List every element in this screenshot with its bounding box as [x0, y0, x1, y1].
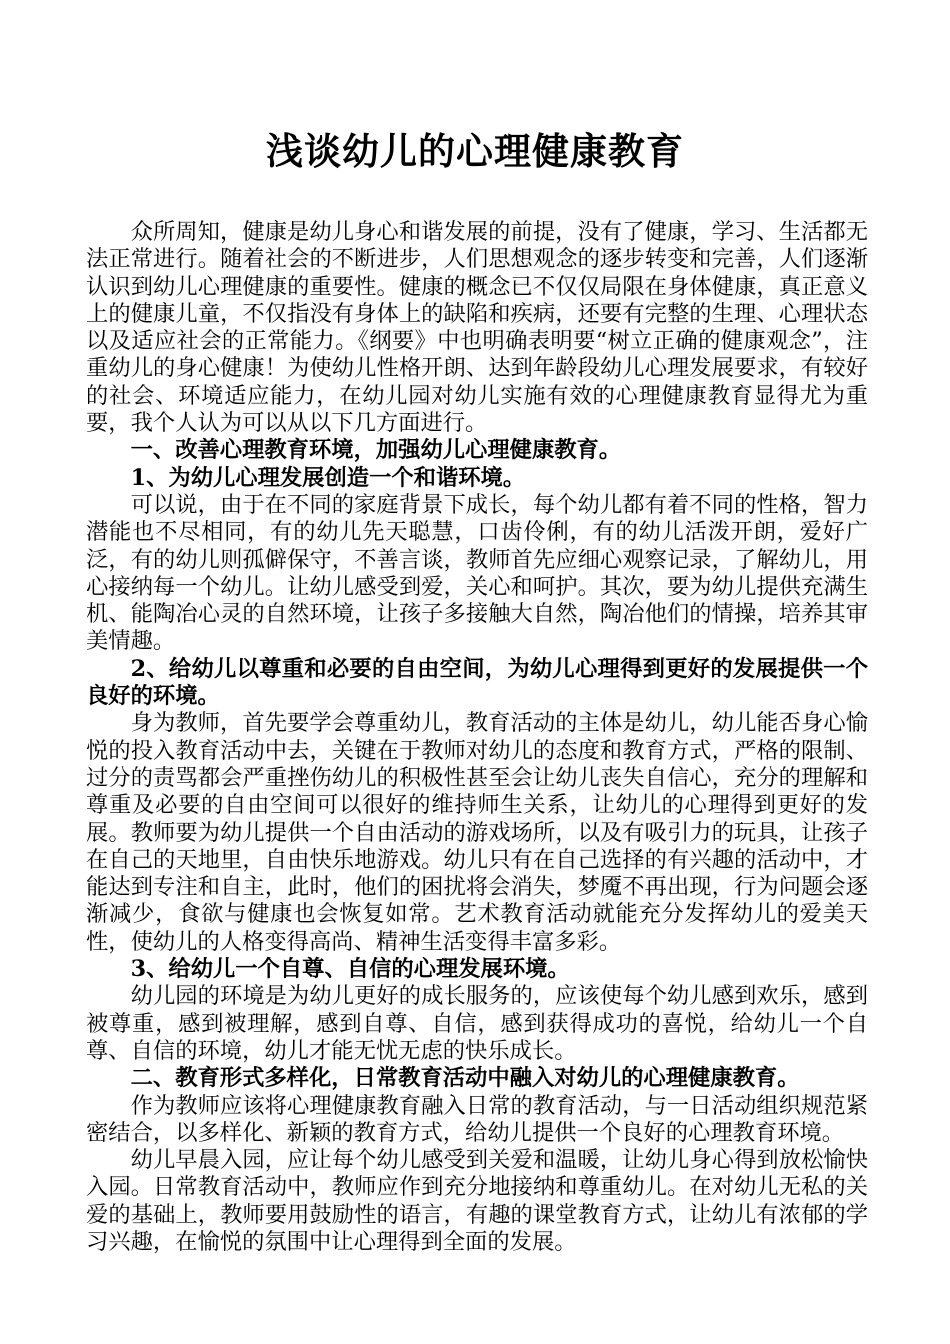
subsection-heading-1-2: 2、给幼儿以尊重和必要的自由空间，为幼儿心理得到更好的发展提供一个良好的环境。 — [86, 655, 868, 710]
body-paragraph: 作为教师应该将心理健康教育融入日常的教育活动，与一日活动组织规范紧密结合，以多样化、新颖的教育方式，给幼儿提供一个良好的心理教育环境。 — [86, 1092, 868, 1146]
section-heading-2: 二、教育形式多样化，日常教育活动中融入对幼儿的心理健康教育。 — [130, 1065, 800, 1092]
intro-paragraph: 众所周知，健康是幼儿身心和谐发展的前提，没有了健康，学习、生活都无法正常进行。随着社会的不断进步，人们思想观念的逐步转变和完善，人们逐渐认识到幼儿心理健康的重要性。健康的概念已不仅仅局限在身体健康，真正意义上的健康儿童，不仅指没有身体上的缺陷和疾病，还要有完整的生理、心理状态以及适应社会的正常能力。《纲要》中也明确表明要“树立正确的健康观念”，注重幼儿的身心健康！为使幼儿性格开朗、达到年龄段幼儿心理发展要求，有较好的社会、环境适应能力，在幼儿园对幼儿实施有效的心理健康教育显得尤为重要，我个人认为可以从以下几方面进行。 — [86, 219, 868, 437]
document-body — [86, 219, 868, 1256]
body-paragraph: 可以说，由于在不同的家庭背景下成长，每个幼儿都有着不同的性格，智力潜能也不尽相同，有的幼儿先天聪慧，口齿伶俐，有的幼儿活泼开朗，爱好广泛，有的幼儿则孤僻保守，不善言谈，教师首先应细心观察记录，了解幼儿，用心接纳每一个幼儿。让幼儿感受到爱，关心和呵护。其次，要为幼儿提供充满生机、能陶冶心灵的自然环境，让孩子多接触大自然，陶冶他们的情操，培养其审美情趣。 — [86, 491, 868, 655]
subsection-heading-1-1: 1、为幼儿心理发展创造一个和谐环境。 — [130, 464, 526, 491]
document-title: 浅谈幼儿的心理健康教育 — [266, 129, 684, 173]
body-paragraph: 幼儿早晨入园，应让每个幼儿感受到关爱和温暖，让幼儿身心得到放松愉快入园。日常教育活动中，教师应作到充分地接纳和尊重幼儿。在对幼儿无私的关爱的基础上，教师要用鼓励性的语言，有趣的课堂教育方式，让幼儿有浓郁的学习兴趣，在愉悦的氛围中让心理得到全面的发展。 — [86, 1147, 868, 1255]
section-heading-1: 一、改善心理教育环境，加强幼儿心理健康教育。 — [130, 437, 622, 464]
body-paragraph: 身为教师，首先要学会尊重幼儿，教育活动的主体是幼儿，幼儿能否身心愉悦的投入教育活动中去，关键在于教师对幼儿的态度和教育方式，严格的限制、过分的责骂都会严重挫伤幼儿的积极性甚至会让幼儿丧失自信心，充分的理解和尊重及必要的自由空间可以很好的维持师生关系，让幼儿的心理得到更好的发展。教师要为幼儿提供一个自由活动的游戏场所，以及有吸引力的玩具，让孩子在自己的天地里，自由快乐地游戏。幼儿只有在自己选择的有兴趣的活动中，才能达到专注和自主，此时，他们的困扰将会消失，梦魇不再出现，行为问题会逐渐减少，食欲与健康也会恢复如常。艺术教育活动就能充分发挥幼儿的爱美天性，使幼儿的人格变得高尚、精神生活变得丰富多彩。 — [86, 710, 868, 955]
subsection-heading-1-3: 3、给幼儿一个自尊、自信的心理发展环境。 — [130, 956, 570, 983]
body-paragraph: 幼儿园的环境是为幼儿更好的成长服务的，应该使每个幼儿感到欢乐，感到被尊重，感到被理解，感到自尊、自信，感到获得成功的喜悦，给幼儿一个自尊、自信的环境，幼儿才能无忧无虑的快乐成长。 — [86, 983, 868, 1064]
